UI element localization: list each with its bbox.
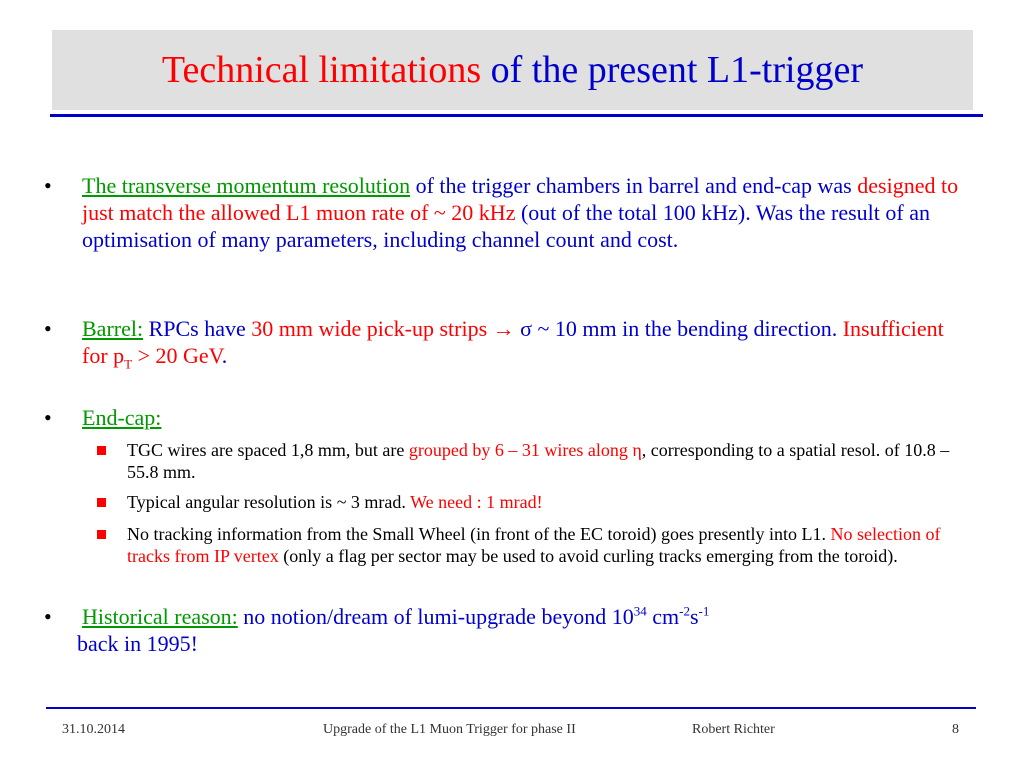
sub-bullet-highlight: grouped by 6 – 31 wires along η	[408, 440, 642, 460]
sub-bullet-text: No tracking information from the Small Wheel (in front of the EC toroid) goes presently into L1.	[127, 524, 831, 544]
sub-bullet-highlight: No selection of tracks from IP vertex	[127, 524, 941, 566]
bullet-highlight: Insufficient for p	[82, 316, 944, 368]
subscript: T	[124, 356, 133, 372]
sub-bullet-text: Typical angular resolution is ~ 3 mrad.	[127, 492, 411, 512]
sub-bullet-text: , corresponding to a spatial resol. of 10.8 – 55.8 mm.	[127, 440, 950, 482]
bullet-text: .	[221, 343, 228, 368]
bullet-text: s	[689, 604, 699, 629]
superscript: -1	[698, 603, 710, 619]
bullet-text: of the trigger chambers in barrel and end-cap was	[410, 173, 858, 198]
bullet-highlight: designed to just match the allowed L1 muon rate of ~ 20 kHz	[82, 173, 959, 225]
sub-bullet-angular-resolution	[127, 491, 977, 513]
bullet-transverse-momentum	[82, 172, 962, 253]
bullet-text: σ ~ 10 mm in the bending direction.	[514, 316, 843, 341]
bullet-heading: Historical reason:	[82, 604, 238, 629]
sub-bullet-marker	[97, 446, 106, 455]
bullet-highlight: > 20 GeV	[132, 343, 222, 368]
bullet-marker: •	[44, 604, 52, 629]
bullet-text: no notion/dream of lumi-upgrade beyond 10	[237, 604, 634, 629]
footer-author: Robert Richter	[692, 722, 775, 737]
slide-title	[52, 48, 973, 92]
bullet-barrel	[82, 315, 962, 372]
footer-page-number: 8	[952, 722, 959, 737]
footer-rule	[46, 707, 976, 709]
bullet-text: cm	[646, 604, 680, 629]
footer-date: 31.10.2014	[62, 722, 125, 737]
sub-bullet-marker	[97, 530, 106, 539]
arrow-right-icon: →	[492, 316, 515, 341]
title-box	[52, 30, 973, 110]
bullet-text: (out of the total 100 kHz). Was the result of an optimisation of many parameters, including channel count and cost.	[82, 200, 930, 252]
title-red-part: Technical limitations	[161, 49, 482, 91]
footer-presentation-title: Upgrade of the L1 Muon Trigger for phase II	[323, 722, 576, 737]
bullet-endcap	[82, 404, 962, 431]
bullet-highlight: 30 mm wide pick-up strips	[251, 316, 488, 341]
bullet-text: RPCs have	[143, 316, 252, 341]
sub-bullet-text: (only a flag per sector may be used to avoid curling tracks emerging from the toroid).	[278, 546, 898, 566]
title-blue-part: of the present L1-trigger	[481, 49, 864, 91]
sub-bullet-no-tracking	[127, 523, 977, 567]
bullet-marker: •	[44, 405, 52, 430]
sub-bullet-tgc-wires	[127, 439, 977, 483]
sub-bullet-highlight: We need : 1 mrad!	[410, 492, 543, 512]
bullet-text: back in 1995!	[77, 631, 198, 656]
bullet-historical-reason	[77, 603, 962, 657]
title-underline-rule	[50, 114, 983, 117]
bullet-marker: •	[44, 173, 52, 198]
sub-bullet-text: TGC wires are spaced 1,8 mm, but are	[127, 440, 409, 460]
sub-bullet-marker	[97, 498, 106, 507]
bullet-heading: Barrel:	[82, 316, 144, 341]
superscript: 34	[633, 603, 647, 619]
bullet-heading: The transverse momentum resolution	[82, 173, 411, 198]
bullet-heading: End-cap:	[82, 405, 162, 430]
bullet-marker: •	[44, 316, 52, 341]
superscript: -2	[679, 603, 690, 619]
